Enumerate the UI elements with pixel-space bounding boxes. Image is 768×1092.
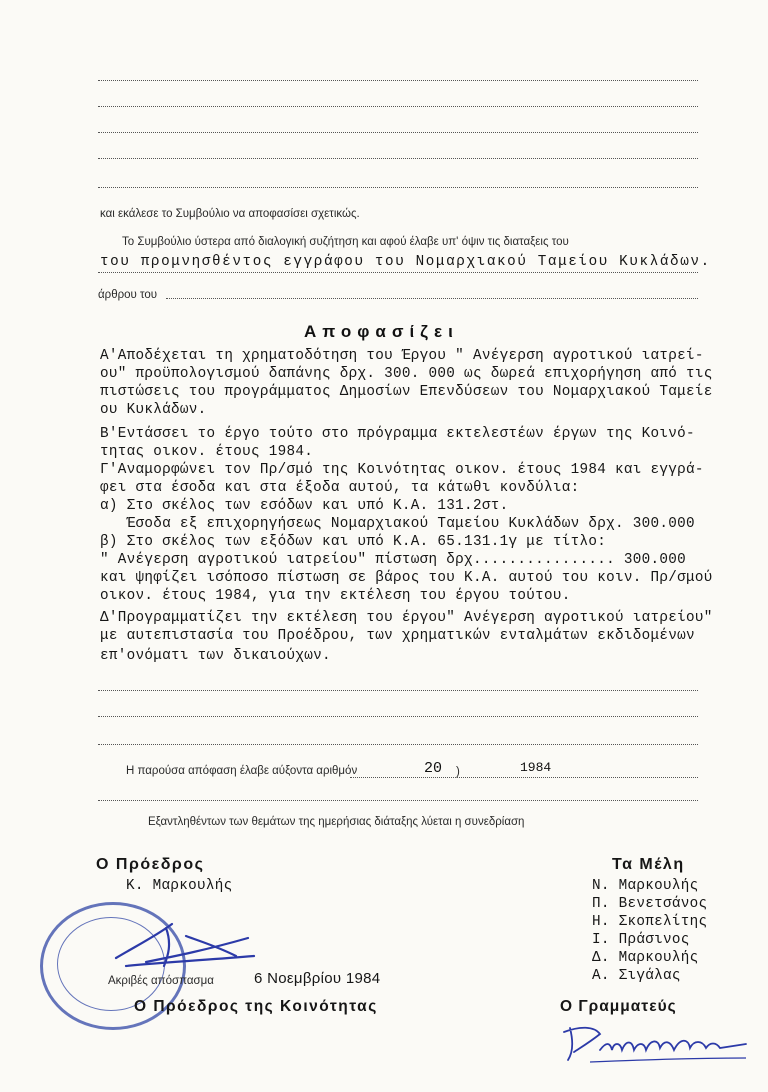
members-title: Τα Μέλη (612, 856, 685, 873)
decision-line: ου Κυκλάδων. (100, 402, 207, 418)
blank-line (98, 132, 698, 133)
blank-line (98, 744, 698, 745)
decision-heading: Αποφασίζει (304, 322, 459, 341)
member-name: Δ. Μαρκουλής (592, 950, 699, 966)
member-name: Α. Σιγάλας (592, 968, 681, 984)
blank-line (98, 158, 698, 159)
decision-line: φει στα έσοδα και στα έξοδα αυτού, τα κάτωθι κονδύλια: (100, 480, 580, 496)
decision-line: πιστώσεις του προγράμματος Δημοσίων Επενδύσεων του Νομαρχιακού Ταμείε (100, 384, 713, 400)
typed-line: του προμνησθέντος εγγράφου του Νομαρχιακού Ταμείου Κυκλάδων. (100, 254, 711, 270)
president-title: Ο Πρόεδρος (96, 856, 205, 873)
decision-year: 1984 (520, 760, 552, 775)
decision-line: Έσοδα εξ επιχορηγήσεως Νομαρχιακού Ταμείου Κυκλάδων δρχ. 300.000 (100, 516, 695, 532)
president-signature (106, 916, 256, 976)
decision-line: τητας οικον. έτους 1984. (100, 444, 314, 460)
blank-line (98, 187, 698, 188)
blank-line (166, 298, 698, 299)
member-name: Η. Σκοπελίτης (592, 914, 708, 930)
decision-line: " Ανέγερση αγροτικού ιατρείου" πίστωση δρχ................ 300.000 (100, 552, 687, 568)
decision-line: Γ'Αναμορφώνει τον Πρ/σμό της Κοινότητας οικον. έτους 1984 και εγγρά- (100, 462, 704, 478)
blank-line (98, 272, 698, 273)
exact-copy-label: Ακριβές απόσπασμα (108, 975, 214, 987)
blank-line (98, 80, 698, 81)
blank-line (98, 106, 698, 107)
member-name: Ν. Μαρκουλής (592, 878, 699, 894)
decision-line: α) Στο σκέλος των εσόδων και υπό Κ.Α. 131.2στ. (100, 498, 509, 514)
secretary-title: Ο Γραμματεύς (560, 998, 677, 1015)
decision-line: με αυτεπιστασία του Προέδρου, των χρηματικών ενταλμάτων εκδιδομένων (100, 628, 695, 644)
council-line: Το Συμβούλιο ύστερα από διαλογική συζήτηση και αφού έλαβε υπ' όψιν τις διαταξεις του (122, 236, 569, 248)
decision-line: β) Στο σκέλος των εξόδων και υπό Κ.Α. 65.131.1γ με τίτλο: (100, 534, 607, 550)
decision-line: επ'ονόματι των δικαιούχων. (100, 648, 331, 664)
decision-line: και ψηφίζει ισόποσο πίστωση σε βάρος του Κ.Α. αυτού του κοιν. Πρ/σμού (100, 570, 713, 586)
member-name: Ι. Πράσινος (592, 932, 690, 948)
member-name: Π. Βενετσάνος (592, 896, 708, 912)
community-president-title: Ο Πρόεδρος της Κοινότητας (134, 998, 378, 1015)
article-label: άρθρου του (98, 289, 158, 301)
closing-line: Εξαντληθέντων των θεμάτων της ημερήσιας διάταξης λύεται η συνεδρίαση (148, 816, 525, 828)
secretary-signature (560, 1014, 750, 1070)
blank-line (98, 800, 698, 801)
blank-line (98, 690, 698, 691)
exact-copy-date: 6 Νοεμβρίου 1984 (254, 970, 381, 987)
numbering-paren: ) (456, 766, 460, 778)
decision-number: 20 (424, 760, 443, 777)
blank-line (98, 716, 698, 717)
decision-line: Β'Εντάσσει το έργο τούτο στο πρόγραμμα εκτελεστέων έργων της Κοινό- (100, 426, 695, 442)
blank-line (350, 777, 698, 778)
decision-line: Α'Αποδέχεται τη χρηματοδότηση του Έργου " Ανέγερση αγροτικού ιατρεί- (100, 348, 704, 364)
called-line: και εκάλεσε το Συμβούλιο να αποφασίσει σχετικώς. (100, 208, 360, 220)
president-name: Κ. Μαρκουλής (126, 878, 233, 894)
numbering-label: Η παρούσα απόφαση έλαβε αύξοντα αριθμόν (126, 765, 358, 777)
decision-line: οικον. έτους 1984, για την εκτέλεση του έργου τούτου. (100, 588, 571, 604)
decision-line: Δ'Προγραμματίζει την εκτέλεση του έργου" Ανέγερση αγροτικού ιατρείου" (100, 610, 713, 626)
decision-line: ου" προϋπολογισμού δαπάνης δρχ. 300. 000 ως δωρεά επιχορήγηση από τις (100, 366, 713, 382)
